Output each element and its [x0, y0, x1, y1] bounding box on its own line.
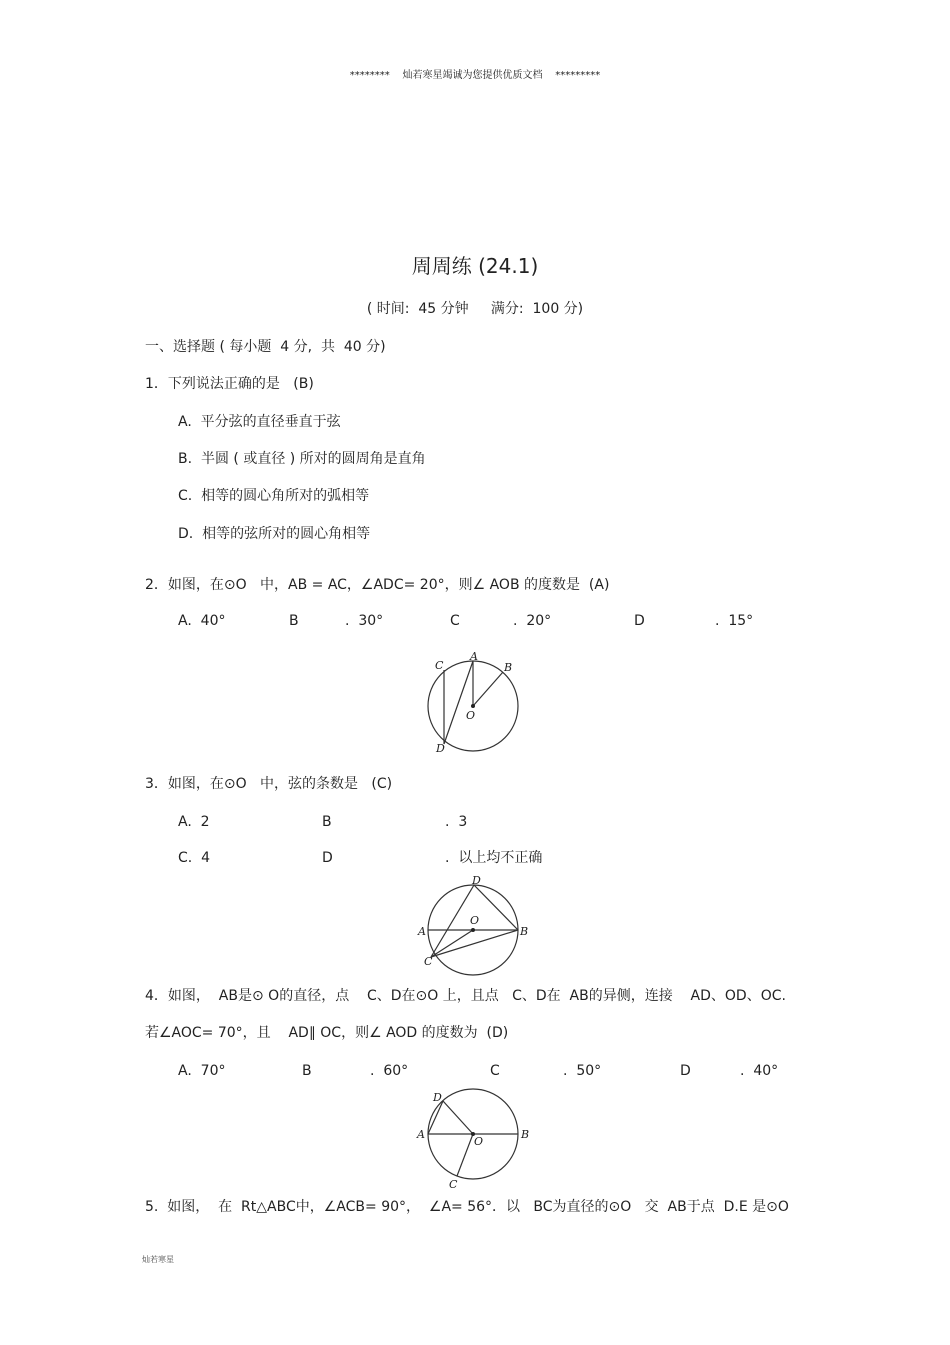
- q4-label-c: C: [449, 1178, 458, 1191]
- q2-label-b: B: [504, 661, 513, 674]
- q3-option-d-letter: D: [322, 850, 333, 866]
- q2-label-o: O: [466, 709, 476, 722]
- q2-option-c-letter: C: [450, 613, 460, 629]
- q2-option-a: A. 40°: [178, 613, 226, 629]
- q2-label-c: C: [435, 659, 444, 672]
- q3-label-c: C: [424, 955, 433, 968]
- q1-option-a: A. 平分弦的直径垂直于弦: [178, 414, 341, 430]
- q4-option-c-letter: C: [490, 1063, 500, 1079]
- q3-option-b-value: . 3: [445, 814, 468, 830]
- q2-option-d-value: . 15°: [715, 613, 754, 629]
- q3-label-o: O: [470, 914, 480, 927]
- page-header: ******** 灿若寒星竭诚为您提供优质文档 *********: [349, 70, 601, 81]
- q3-option-c: C. 4: [178, 850, 211, 866]
- q2-label-d: D: [436, 742, 445, 755]
- q1-option-c: C. 相等的圆心角所对的弧相等: [178, 488, 370, 504]
- document-title: 周周练 (24.1): [411, 254, 539, 278]
- q3-label-a: A: [418, 925, 426, 938]
- page-footer: 灿若寒星: [142, 1255, 174, 1264]
- q3-option-d-value: . 以上均不正确: [445, 850, 543, 866]
- q2-option-c-value: . 20°: [513, 613, 552, 629]
- q4-option-b-value: . 60°: [370, 1063, 409, 1079]
- q4-label-o: O: [474, 1135, 484, 1148]
- question-2-stem: 2．如图，在⊙O 中，AB = AC，∠ADC= 20°，则∠ AOB 的度数是 (A): [145, 577, 610, 593]
- question-1-stem: 1．下列说法正确的是 (B): [145, 376, 314, 392]
- q1-option-d: D. 相等的弦所对的圆心角相等: [178, 526, 371, 542]
- q4-option-a: A. 70°: [178, 1063, 226, 1079]
- q2-circle-figure: [420, 650, 530, 755]
- question-3-stem: 3．如图，在⊙O 中，弦的条数是 (C): [145, 776, 393, 792]
- q4-circle-figure: [414, 1086, 534, 1192]
- question-4-stem-line-2: 若∠AOC= 70°，且 AD∥ OC，则∠ AOD 的度数为 (D): [145, 1025, 509, 1041]
- q3-circle-figure: [414, 872, 534, 984]
- q4-label-a: A: [417, 1128, 425, 1141]
- q3-option-a: A. 2: [178, 814, 210, 830]
- q2-option-b-letter: B: [289, 613, 299, 629]
- q4-label-d: D: [433, 1091, 442, 1104]
- exam-info: ( 时间: 45 分钟 满分: 100 分): [366, 301, 584, 317]
- q3-option-b-letter: B: [322, 814, 332, 830]
- q3-label-b: B: [520, 925, 529, 938]
- q2-label-a: A: [470, 650, 478, 663]
- q4-option-d-value: . 40°: [740, 1063, 779, 1079]
- section-title: 一、选择题 ( 每小题 4 分, 共 40 分): [145, 339, 386, 355]
- q4-label-b: B: [521, 1128, 530, 1141]
- q3-label-d: D: [472, 874, 481, 887]
- q2-option-b-value: . 30°: [345, 613, 384, 629]
- question-5-stem: 5. 如图， 在 Rt△ABC中，∠ACB= 90°， ∠A= 56°．以 BC为直径的⊙O 交 AB于点 D.E 是⊙O: [145, 1199, 789, 1215]
- q2-option-d-letter: D: [634, 613, 645, 629]
- q4-option-c-value: . 50°: [563, 1063, 602, 1079]
- q4-option-d-letter: D: [680, 1063, 691, 1079]
- question-4-stem-line-1: 4．如图， AB是⊙ O的直径，点 C、D在⊙O 上，且点 C、D在 AB的异侧，连接 AD、OD、OC.: [145, 988, 786, 1004]
- q1-option-b: B. 半圆 ( 或直径 ) 所对的圆周角是直角: [178, 451, 426, 467]
- q4-option-b-letter: B: [302, 1063, 312, 1079]
